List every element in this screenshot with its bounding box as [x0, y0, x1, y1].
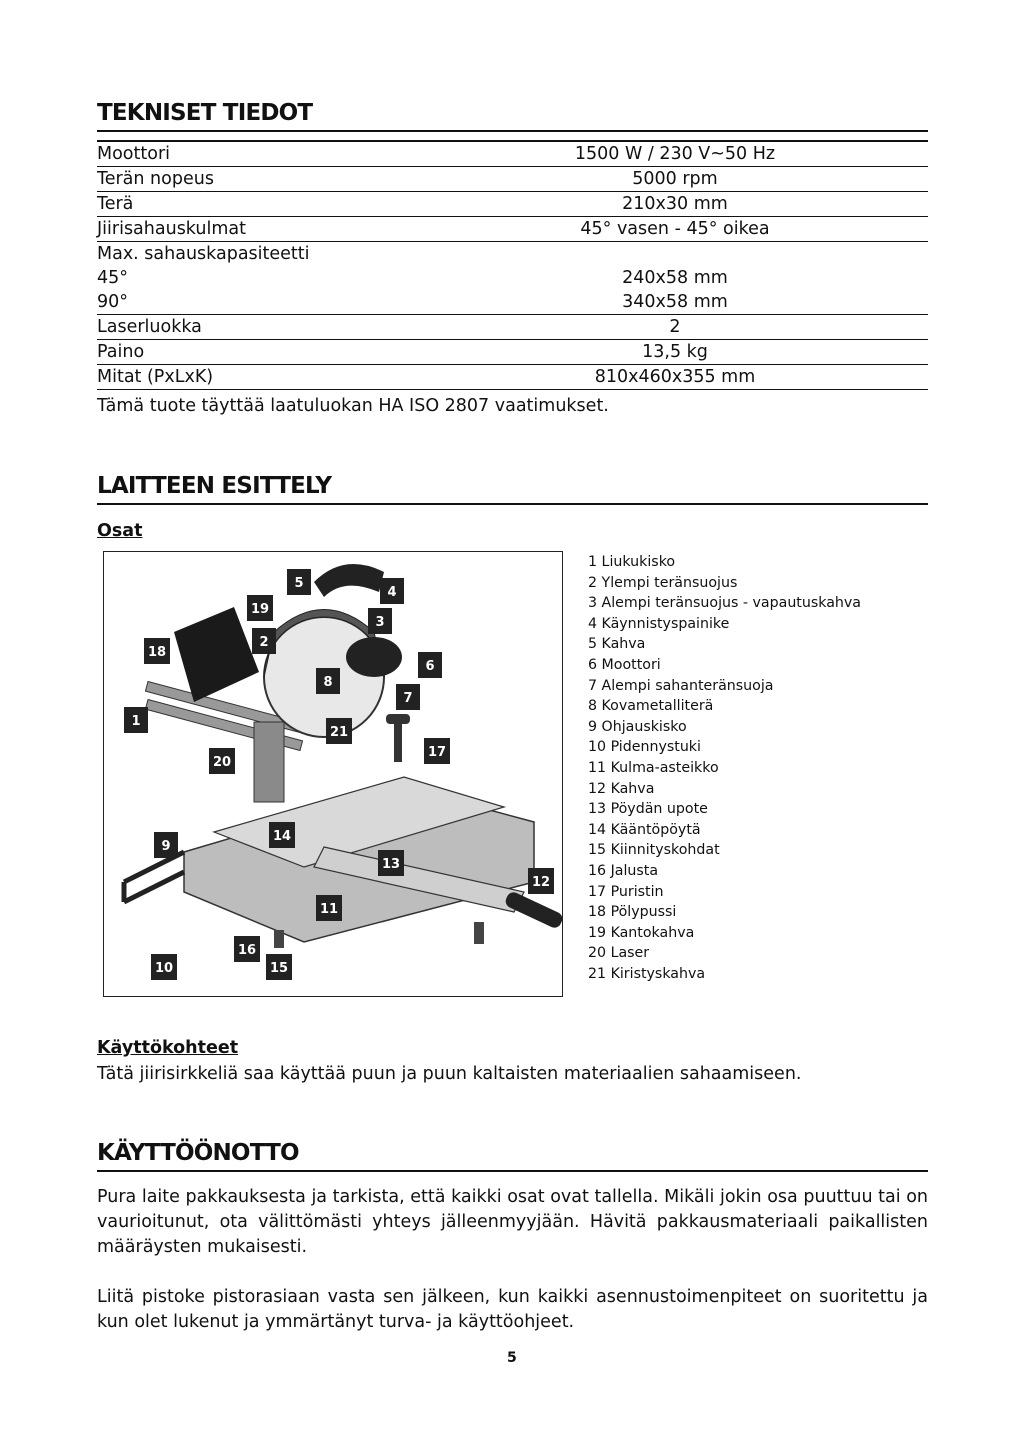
svg-text:11: 11: [319, 902, 339, 917]
spec-value: 13,5 kg: [642, 342, 708, 362]
spec-value: 210x30 mm: [622, 194, 728, 214]
quality-note: Tämä tuote täyttää laatuluokan HA ISO 2807 vaatimukset.: [97, 396, 609, 416]
svg-text:14: 14: [272, 829, 292, 844]
spec-value: 5000 rpm: [632, 169, 718, 189]
svg-text:6: 6: [425, 659, 435, 674]
list-item: 8 Kovametalliterä: [588, 698, 714, 715]
spec-label: 90°: [97, 292, 129, 312]
callout-9: [154, 832, 178, 858]
list-item: 6 Moottori: [588, 656, 661, 673]
svg-text:19: 19: [250, 602, 270, 617]
svg-text:16: 16: [237, 943, 257, 958]
table-row: [97, 192, 928, 217]
extension-support: [124, 852, 184, 902]
spec-label: Jiirisahauskulmat: [97, 219, 246, 239]
spec-label: Max. sahauskapasiteetti: [97, 244, 310, 264]
svg-text:12: 12: [531, 875, 551, 890]
svg-text:20: 20: [212, 755, 232, 770]
callout-13: [378, 850, 404, 876]
list-item: 14 Kääntöpöytä: [588, 821, 701, 838]
list-item: 13 Pöydän upote: [588, 801, 708, 818]
spec-label: Laserluokka: [97, 317, 202, 337]
table-row: [97, 142, 928, 167]
list-item: 15 Kiinnityskohdat: [588, 842, 720, 859]
svg-text:10: 10: [154, 961, 174, 976]
callout-19: [247, 595, 273, 621]
callout-6: [418, 652, 442, 678]
svg-text:7: 7: [403, 691, 413, 706]
spec-label: Mitat (PxLxK): [97, 367, 214, 387]
list-item: 5 Kahva: [588, 636, 646, 653]
table-row: [97, 242, 928, 266]
list-item: 11 Kulma-asteikko: [588, 759, 719, 776]
spec-label: Terän nopeus: [97, 169, 214, 189]
list-item: 21 Kiristyskahva: [588, 965, 706, 982]
table-row: [97, 290, 928, 315]
clamp: [394, 722, 402, 762]
motor: [346, 637, 402, 677]
intro-heading: LAITTEEN ESITTELY: [97, 473, 928, 505]
svg-text:1: 1: [131, 714, 141, 729]
list-item: 7 Alempi sahanteränsuoja: [588, 677, 774, 694]
callout-15: [266, 954, 292, 980]
spec-value: 240x58 mm: [622, 268, 728, 288]
spec-value: 340x58 mm: [622, 292, 728, 312]
list-item: 16 Jalusta: [588, 862, 659, 879]
list-item: 18 Pölypussi: [588, 904, 677, 921]
spec-label: 45°: [97, 268, 129, 288]
svg-text:8: 8: [323, 675, 333, 690]
svg-text:21: 21: [329, 725, 349, 740]
startup-paragraph-1: Pura laite pakkauksesta ja tarkista, että kaikki osat ovat tallella. Mikäli jokin osa puuttuu tai on vaurioitunut, ota välittömästi yhteys jälleenmyyjään. Hävitä pakkausmateriaali paikallisten määräysten mukaisesti.: [97, 1187, 928, 1257]
list-item: 1 Liukukisko: [588, 554, 676, 570]
callout-17: [424, 738, 450, 764]
svg-text:4: 4: [387, 585, 397, 600]
callout-14: [269, 822, 295, 848]
startup-heading: KÄYTTÖÖNOTTO: [97, 1140, 928, 1172]
parts-heading: Osat: [97, 521, 143, 541]
callout-7: [396, 684, 420, 710]
list-item: 4 Käynnistyspainike: [588, 615, 730, 632]
svg-text:3: 3: [375, 615, 385, 630]
table-row: [97, 340, 928, 365]
svg-text:5: 5: [294, 576, 304, 591]
table-row: [97, 266, 928, 290]
svg-text:9: 9: [161, 839, 171, 854]
callout-10: [151, 954, 177, 980]
dust-bag: [174, 607, 259, 702]
page-number: 5: [507, 1350, 517, 1366]
table-row: [97, 217, 928, 242]
miter-saw-illustration: [104, 552, 562, 996]
callout-20: [209, 748, 235, 774]
table-row: [97, 365, 928, 390]
spec-value: 2: [669, 317, 681, 337]
spec-label: Terä: [97, 194, 134, 214]
callout-18: [144, 638, 170, 664]
startup-paragraph-2: Liitä pistoke pistorasiaan vasta sen jälkeen, kun kaikki asennustoimenpiteet on suoritettu ja kun olet lukenut ja ymmärtänyt turva- ja käyttöohjeet.: [97, 1287, 928, 1332]
list-item: 17 Puristin: [588, 883, 664, 900]
use-heading: Käyttökohteet: [97, 1038, 239, 1058]
callout-21: [326, 718, 352, 744]
list-item: 9 Ohjauskisko: [588, 718, 687, 735]
callout-16: [234, 936, 260, 962]
spec-value: [442, 242, 928, 266]
svg-text:17: 17: [427, 745, 447, 760]
svg-text:18: 18: [147, 645, 167, 660]
svg-text:13: 13: [381, 857, 401, 872]
spec-value: 45° vasen - 45° oikea: [580, 219, 770, 239]
list-item: 10 Pidennystuki: [588, 739, 701, 756]
list-item: 12 Kahva: [588, 780, 655, 797]
callout-2: [252, 628, 276, 654]
list-item: 2 Ylempi teränsuojus: [588, 574, 738, 591]
spec-value: 810x460x355 mm: [594, 367, 756, 387]
callout-4: [380, 578, 404, 604]
top-handle: [314, 564, 384, 597]
table-row: [97, 315, 928, 340]
callout-12: [528, 868, 554, 894]
callout-8: [316, 668, 340, 694]
saw-arm: [254, 722, 284, 802]
callout-11: [316, 895, 342, 921]
callout-3: [368, 608, 392, 634]
svg-text:2: 2: [259, 635, 269, 650]
svg-text:15: 15: [269, 961, 289, 976]
spec-label: Moottori: [97, 144, 170, 164]
foot: [474, 922, 484, 944]
list-item: 19 Kantokahva: [588, 924, 695, 941]
tech-specs-heading: TEKNISET TIEDOT: [97, 100, 928, 132]
specs-table: [97, 140, 928, 390]
spec-label: Paino: [97, 342, 145, 362]
callout-1: [124, 707, 148, 733]
spec-value: 1500 W / 230 V~50 Hz: [574, 144, 776, 164]
list-item: 20 Laser: [588, 945, 650, 962]
foot: [274, 930, 284, 948]
table-row: [97, 167, 928, 192]
clamp-knob: [386, 714, 410, 724]
parts-list: [588, 552, 861, 984]
use-text: Tätä jiirisirkkeliä saa käyttää puun ja puun kaltaisten materiaalien sahaamiseen.: [97, 1064, 802, 1084]
list-item: 3 Alempi teränsuojus - vapautuskahva: [588, 595, 861, 612]
saw-diagram: [103, 551, 563, 997]
